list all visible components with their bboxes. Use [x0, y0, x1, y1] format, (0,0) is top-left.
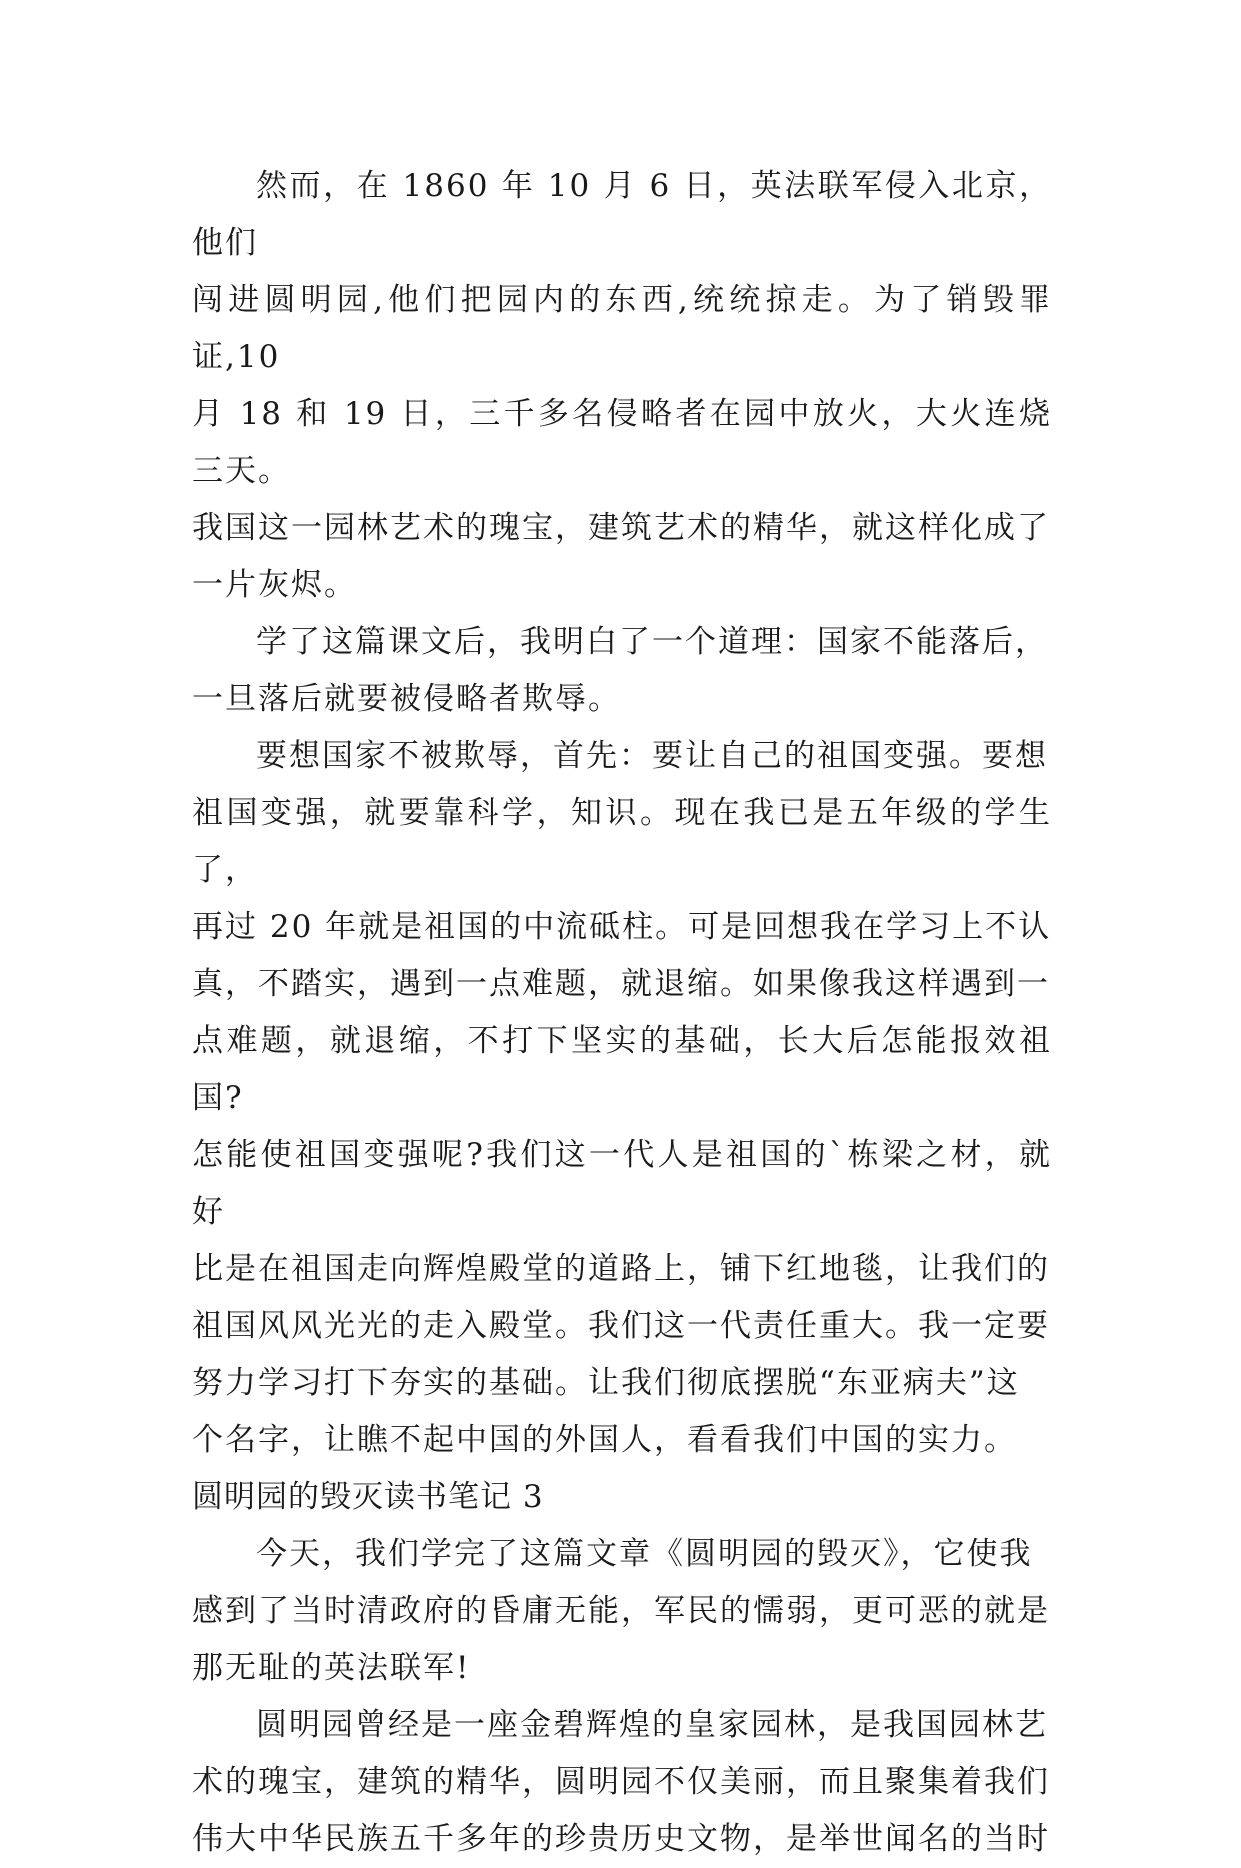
paragraph-lesson: 学了这篇课文后，我明白了一个道理：国家不能落后， 一旦落后就要被侵略者欺辱。: [192, 624, 1048, 717]
paragraph-garden: 圆明园曾经是一座金碧辉煌的皇家园林，是我国园林艺 术的瑰宝，建筑的精华，圆明园不仅美丽，而且聚集着我们 伟大中华民族五千多年的珍贵历史文物，是举世闻名的当时: [192, 1707, 1050, 1857]
paragraph-today: 今天，我们学完了这篇文章《圆明园的毁灭》，它使我 感到了当时清政府的昏庸无能，军民的懦弱，更可恶的就是 那无耻的英法联军!: [192, 1536, 1050, 1686]
paragraph-resolve: 要想国家不被欺辱，首先：要让自己的祖国变强。要想 祖国变强，就要靠科学，知识。现在我已是五年级的学生了， 再过 20 年就是祖国的中流砥柱。可是回想我在学习上不认 真，不踏实，遇到一点难题，就退缩。如果像我这样遇到一 点难题，就退缩，不打下坚实的基础，长大后怎能报效祖国? 怎能使祖国变强呢?我们这一代人是祖国的`栋梁之材，就好 比是在祖国走向辉煌殿堂的道路上，铺下红地毯，让我们的 祖国风风光光的走入殿堂。我们这一代责任重大。我一定要 努力学习打下夯实的基础。让我们彻底摆脱“东亚病夫”这 个名字，让瞧不起中国的外国人，看看我们中国的实力。: [192, 738, 1052, 1458]
document-body: [192, 158, 1052, 1868]
section-title: 圆明园的毁灭读书笔记 3: [192, 1479, 544, 1515]
paragraph-invasion: 然而，在 1860 年 10 月 6 日，英法联军侵入北京，他们 闯进圆明园,他们把园内的东西,统统掠走。为了销毁罪证,10 月 18 和 19 日，三千多名侵略者在园中放火，大火连烧三天。 我国这一园林艺术的瑰宝，建筑艺术的精华，就这样化成了 一片灰烬。: [192, 168, 1052, 603]
